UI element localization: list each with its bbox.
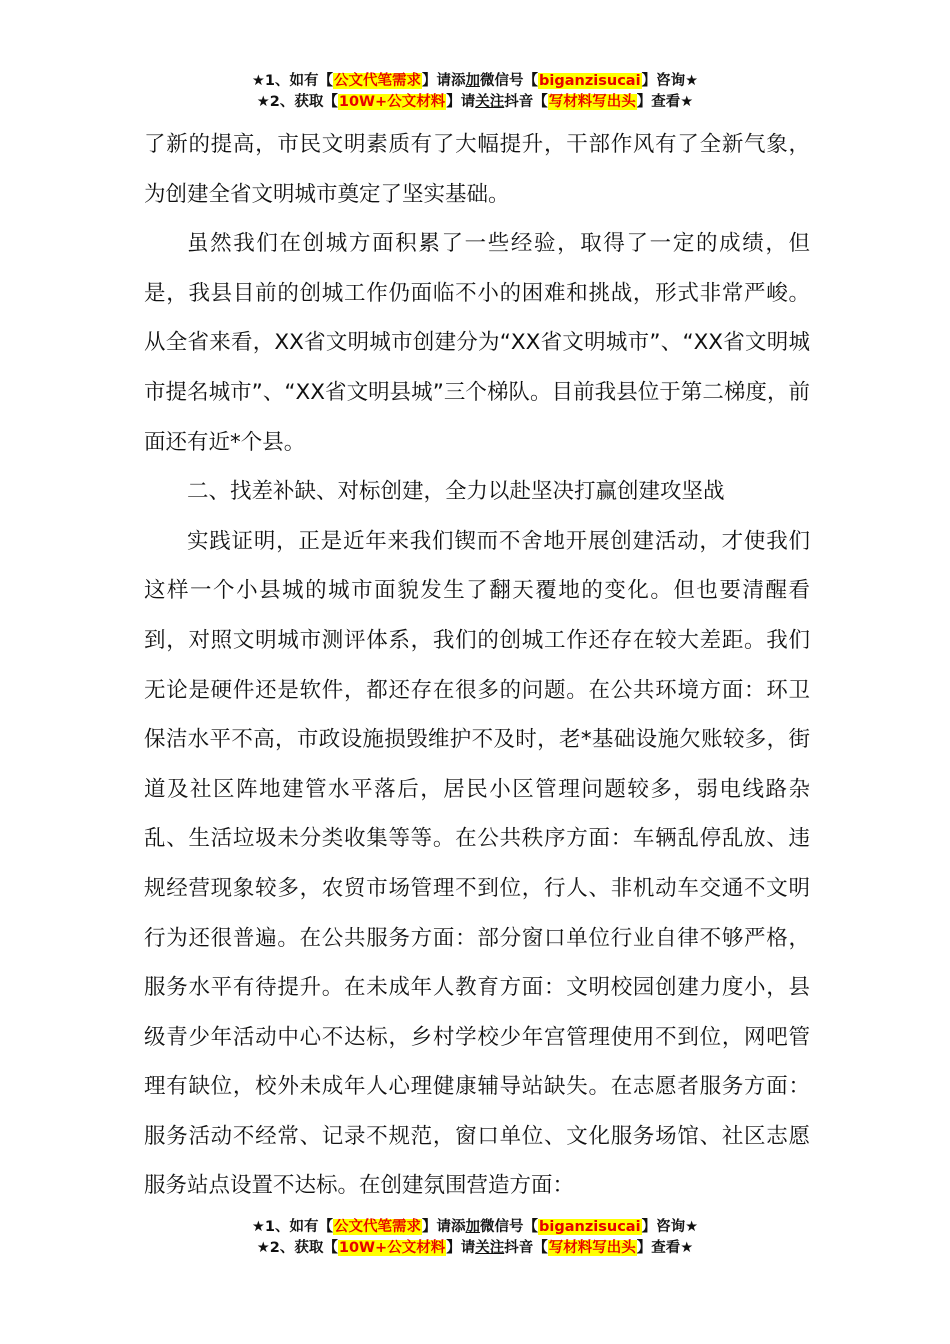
- banner-underlined: 关注: [475, 94, 505, 110]
- banner-text: 抖音【: [504, 94, 548, 110]
- section-heading: 二、找差补缺、对标创建，全力以赴坚决打赢创建攻坚战: [187, 479, 725, 505]
- banner-text: 微信号【: [480, 1219, 539, 1235]
- paragraph: 实践证明，正是近年来我们锲而不舍地开展创建活动，才使我们这样一个小县城的城市面貌发生了翻天覆地的变化。但也要清醒看到，对照文明城市测评体系，我们的创城工作还存在较大差距。我们无论是硬件还是软件，都还存在很多的问题。在公共环境方面：环卫保洁水平不高，市政设施损毁维护不及时，老*基础设施欠账较多，街道及社区阵地建管水平落后，居民小区管理问题较多，弱电线路杂乱、生活垃圾未分类收集等等。在公共秩序方面：车辆乱停乱放、违规经营现象较多，农贸市场管理不到位，行人、非机动车交通不文明行为还很普遍。在公共服务方面：部分窗口单位行业自律不够严格，服务水平有待提升。在未成年人教育方面：文明校园创建力度小，县级青少年活动中心不达标，乡村学校少年宫管理使用不到位，网吧管理有缺位，校外未成年人心理健康辅导站缺失。在志愿者服务方面：服务活动不经常、记录不规范，窗口单位、文化服务场馆、社区志愿服务站点设置不达标。在创建氛围营造方面：: [144, 528, 810, 1199]
- banner-text: 】请添: [422, 73, 466, 89]
- banner-text: ★2、获取【: [256, 1240, 338, 1256]
- paragraph: 虽然我们在创城方面积累了一些经验，取得了一定的成绩，但是，我县目前的创城工作仍面临不小的困难和挑战，形式非常严峻。从全省来看，XX省文明城市创建分为“XX省文明城市”、“XX省文明城市提名城市”、“XX省文明县城”三个梯队。目前我县位于第二梯度，前面还有近*个县。: [144, 231, 810, 455]
- banner-text: 微信号【: [480, 73, 539, 89]
- banner-text: 】查看★: [636, 1240, 694, 1256]
- banner-underlined: 关注: [475, 1240, 505, 1256]
- footer-banner: [0, 1217, 950, 1259]
- banner-highlight: 写材料写出头: [548, 1240, 636, 1256]
- paragraph: 了新的提高，市民文明素质有了大幅提升，干部作风有了全新气象，为创建全省文明城市奠定了坚实基础。: [144, 132, 810, 207]
- banner-text: 】请: [446, 94, 476, 110]
- banner-text: 】咨询★: [641, 73, 699, 89]
- banner-underlined: 加: [465, 1219, 481, 1235]
- banner-highlight: 公文代笔需求: [334, 73, 422, 89]
- banner-text: 】咨询★: [641, 1219, 699, 1235]
- banner-highlight: 写材料写出头: [548, 94, 636, 110]
- banner-highlight: biganzisucai: [539, 73, 641, 89]
- banner-text: 抖音【: [504, 1240, 548, 1256]
- banner-text: 】请: [446, 1240, 476, 1256]
- banner-text: ★1、如有【: [251, 1219, 334, 1235]
- header-banner: [0, 71, 950, 113]
- banner-highlight: biganzisucai: [539, 1219, 641, 1235]
- banner-highlight: 10W+公文材料: [338, 1240, 446, 1256]
- banner-text: ★2、获取【: [256, 94, 338, 110]
- banner-text: 】请添: [422, 1219, 466, 1235]
- banner-text: 】查看★: [636, 94, 694, 110]
- banner-underlined: 加: [465, 73, 481, 89]
- banner-highlight: 公文代笔需求: [334, 1219, 422, 1235]
- banner-line-2: [0, 1238, 950, 1259]
- banner-text: ★1、如有【: [251, 73, 334, 89]
- banner-line-1: [0, 1217, 950, 1238]
- banner-line-2: [0, 92, 950, 113]
- document-body: [144, 120, 810, 1211]
- banner-line-1: [0, 71, 950, 92]
- banner-highlight: 10W+公文材料: [338, 94, 446, 110]
